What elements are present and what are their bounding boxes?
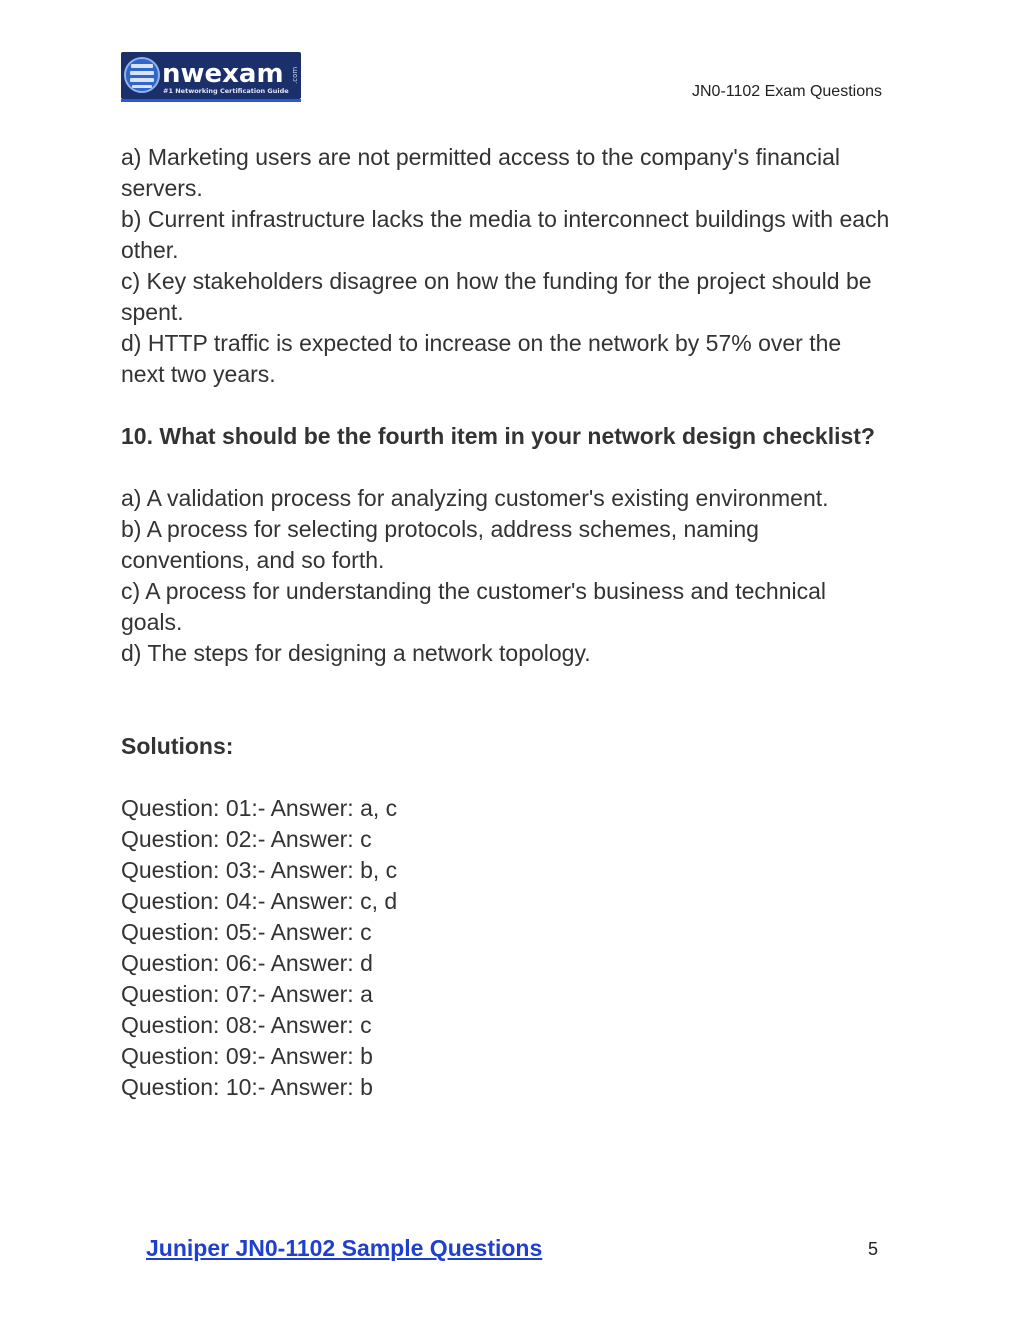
question-10: 10. What should be the fourth item in your network design checklist? — [121, 423, 875, 449]
option-a-line-1: a) Marketing users are not permitted access to the company's financial — [121, 144, 841, 170]
page-number: 5 — [867, 1239, 878, 1259]
option-a-line-2: servers. — [121, 175, 203, 201]
answer-item: Question: 08:- Answer: c — [121, 1012, 372, 1038]
logo-tagline: #1 Networking Certification Guide — [163, 87, 289, 95]
globe-icon — [125, 58, 159, 92]
answer-item: Question: 02:- Answer: c — [121, 826, 372, 852]
option-b-line-2: other. — [121, 237, 179, 263]
answer-item: Question: 06:- Answer: d — [121, 950, 373, 976]
nwexam-logo — [121, 52, 301, 102]
answer-item: Question: 05:- Answer: c — [121, 919, 372, 945]
logo-wordmark: nwexam — [162, 59, 284, 89]
sample-questions-link[interactable]: Juniper JN0-1102 Sample Questions — [146, 1235, 543, 1261]
q10-option-c-line-1: c) A process for understanding the customer's business and technical — [121, 578, 827, 604]
answer-item: Question: 10:- Answer: b — [121, 1074, 373, 1100]
q10-option-c-line-2: goals. — [121, 609, 183, 635]
option-c-line-2: spent. — [121, 299, 184, 325]
answer-item: Question: 04:- Answer: c, d — [121, 888, 398, 914]
q10-option-b-line-2: conventions, and so forth. — [121, 547, 385, 573]
answer-list — [121, 793, 921, 1103]
question-10-options — [121, 483, 921, 669]
q10-option-b-line-1: b) A process for selecting protocols, address schemes, naming — [121, 516, 759, 542]
answer-item: Question: 07:- Answer: a — [121, 981, 373, 1007]
answer-item: Question: 01:- Answer: a, c — [121, 795, 398, 821]
answer-item: Question: 03:- Answer: b, c — [121, 857, 398, 883]
page-content — [121, 142, 921, 1103]
solutions-heading: Solutions: — [121, 733, 234, 759]
answer-item: Question: 09:- Answer: b — [121, 1043, 373, 1069]
previous-question-options — [121, 142, 921, 390]
q10-option-d: d) The steps for designing a network topology. — [121, 640, 591, 666]
header-title: JN0-1102 Exam Questions — [691, 83, 882, 100]
q10-option-a: a) A validation process for analyzing customer's existing environment. — [121, 485, 829, 511]
option-d-line-1: d) HTTP traffic is expected to increase on the network by 57% over the — [121, 330, 842, 356]
option-c-line-1: c) Key stakeholders disagree on how the funding for the project should be — [121, 268, 872, 294]
option-d-line-2: next two years. — [121, 361, 276, 387]
option-b-line-1: b) Current infrastructure lacks the media to interconnect buildings with each — [121, 206, 890, 232]
logo-suffix: .com — [291, 66, 299, 84]
